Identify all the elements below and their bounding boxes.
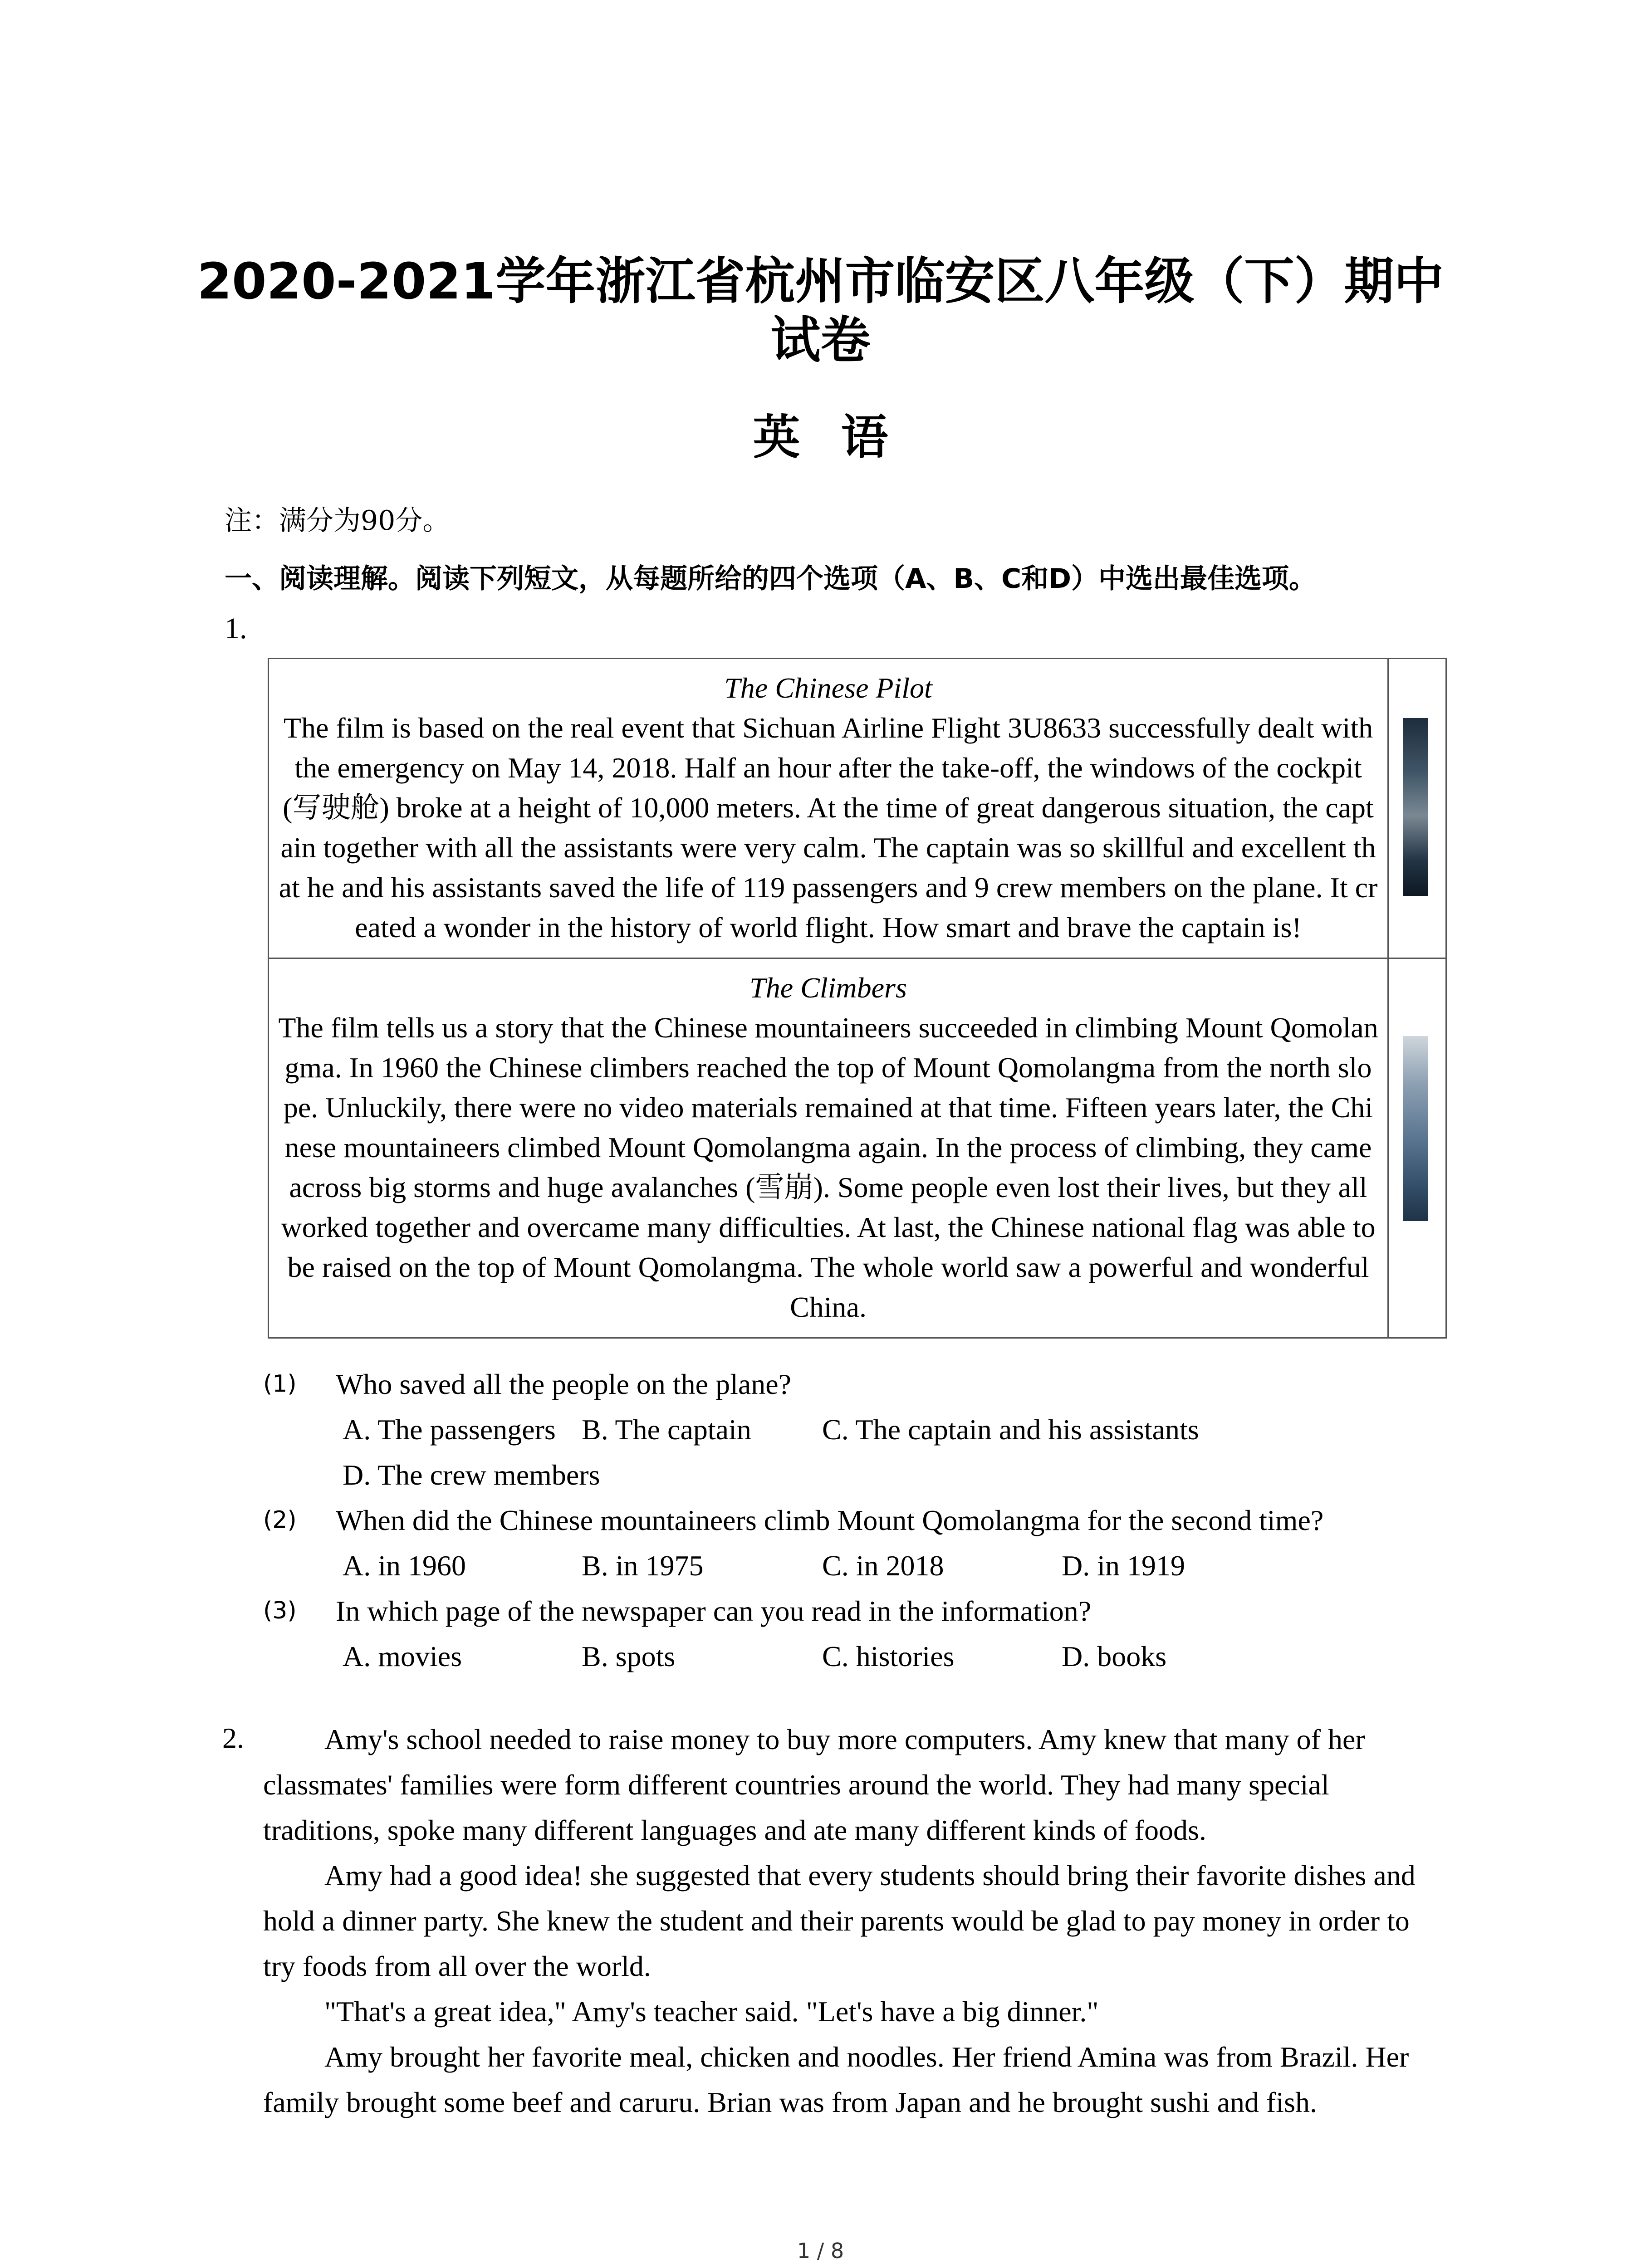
passage-paragraph: Amy had a good idea! she suggested that every students should bring their favorite dishes and hold a dinner party. She knew the student and their parents would be glad to pay money in order to try foods from all over the world. xyxy=(263,1859,1416,1982)
question-number: 2. xyxy=(222,1722,244,1754)
answer-option[interactable]: B. The captain xyxy=(582,1413,751,1446)
passage-paragraph: Amy brought her favorite meal, chicken and noodles. Her friend Amina was from Brazil. Her family brought some beef and caruru. Brian was from Japan and he brought sushi and fish. xyxy=(263,2041,1409,2118)
answer-option[interactable]: D. The crew members xyxy=(343,1459,600,1491)
answer-option[interactable]: D. books xyxy=(1062,1640,1167,1672)
passage-cell xyxy=(269,959,1389,1337)
passage-text: The film is based on the real event that Sichuan Airline Flight 3U8633 successfully dealt with the emergency on May 14, 2018. Half an hour after the take-off, the windows of the cockpit (写驶舱) broke at a height of 10,000 meters. At the time of great dangerous situation, the captain together with all the assistants were very calm. The captain was so skillful and excellent that he and his assistants saved the life of 119 passengers and 9 crew members on the plane. It created a wonder in the history of world flight. How smart and brave the captain is! xyxy=(279,712,1378,943)
movie-poster-image xyxy=(1403,1036,1428,1221)
question-number: 1. xyxy=(225,612,247,645)
passage-paragraph: Amy's school needed to raise money to buy more computers. Amy knew that many of her classmates' families were form different countries around the world. They had many special traditions, spoke many different languages and ate many different kinds of foods. xyxy=(263,1723,1365,1846)
answer-option[interactable]: A. in 1960 xyxy=(343,1549,466,1582)
passage-text: The film tells us a story that the Chinese mountaineers succeeded in climbing Mount Qomolangma. In 1960 the Chinese climbers reached the top of Mount Qomolangma from the north slope. Unluckily, there were no video materials remained at that time. Fifteen years later, the Chinese mountaineers climbed Mount Qomolangma again. In the process of climbing, they came across big storms and huge avalanches (雪崩). Some people even lost their lives, but they all worked together and overcame many difficulties. At last, the Chinese national flag was able to be raised on the top of Mount Qomolangma. The whole world saw a powerful and wonderful China. xyxy=(278,1012,1378,1323)
answer-option[interactable]: D. in 1919 xyxy=(1062,1549,1185,1582)
movie-poster-image xyxy=(1403,718,1428,896)
reading-passage xyxy=(263,1717,1416,2125)
exam-title-line1: 2020-2021学年浙江省杭州市临安区八年级（下）期中 xyxy=(197,252,1444,310)
answer-option[interactable]: A. The passengers xyxy=(343,1413,556,1446)
answer-option[interactable]: B. spots xyxy=(582,1640,676,1672)
section-heading: 一、阅读理解。阅读下列短文，从每题所给的四个选项（A、B、C和D）中选出最佳选项。 xyxy=(225,563,1317,595)
passage-table xyxy=(268,658,1447,1339)
passage-cell xyxy=(269,659,1389,958)
passage-row xyxy=(269,959,1445,1337)
answer-option[interactable]: C. in 2018 xyxy=(822,1549,944,1582)
sub-question-stem: In which page of the newspaper can you read in the information? xyxy=(336,1595,1092,1627)
sub-question-stem: Who saved all the people on the plane? xyxy=(336,1368,792,1400)
passage-row xyxy=(269,659,1445,959)
sub-question xyxy=(263,1594,1443,1685)
page-number: 1 / 8 xyxy=(797,2239,844,2263)
answer-option[interactable]: A. movies xyxy=(343,1640,462,1672)
score-note: 注：满分为90分。 xyxy=(225,505,450,537)
answer-option[interactable]: C. histories xyxy=(822,1640,955,1672)
sub-question xyxy=(263,1368,1443,1491)
sub-question-stem: When did the Chinese mountaineers climb Mount Qomolangma for the second time? xyxy=(336,1504,1324,1536)
answer-option[interactable]: C. The captain and his assistants xyxy=(822,1413,1199,1446)
subject-heading: 英语 xyxy=(753,410,929,465)
sub-question-number: (2) xyxy=(263,1506,297,1534)
passage-paragraph: "That's a great idea," Amy's teacher said. "Let's have a big dinner." xyxy=(324,1995,1099,2028)
sub-question xyxy=(263,1504,1443,1594)
answer-option[interactable]: B. in 1975 xyxy=(582,1549,704,1582)
sub-question-number: (1) xyxy=(263,1370,297,1398)
sub-question-number: (3) xyxy=(263,1597,297,1624)
passage-title: The Climbers xyxy=(749,972,907,1004)
exam-title-line2: 试卷 xyxy=(770,311,871,369)
passage-title: The Chinese Pilot xyxy=(724,672,932,704)
